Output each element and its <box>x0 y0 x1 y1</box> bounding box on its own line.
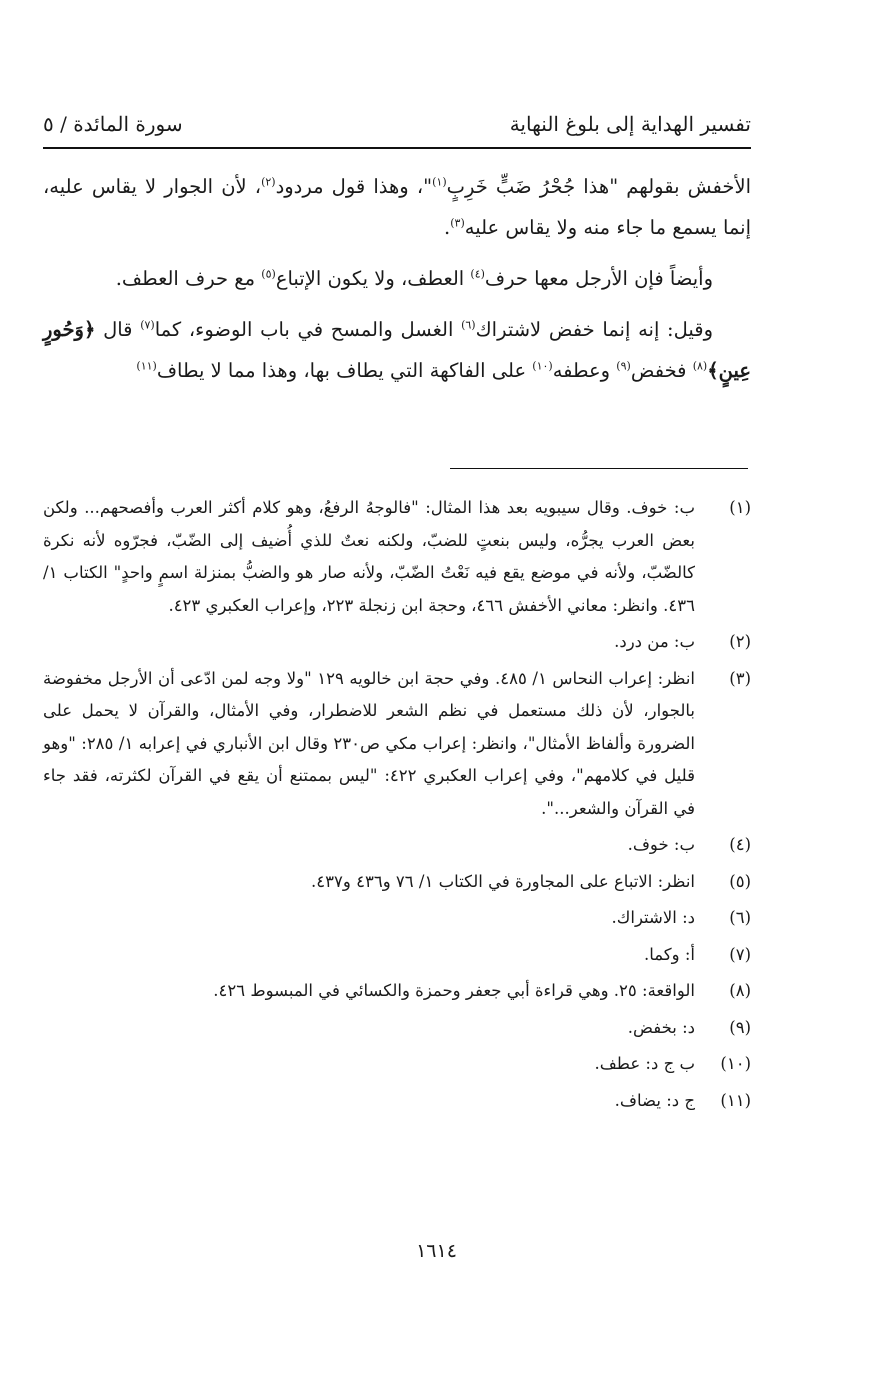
text-run: . <box>444 216 451 239</box>
footnote <box>43 626 751 659</box>
footnote-text: ب ج د: عطف. <box>594 1054 695 1073</box>
footnote <box>43 1085 751 1118</box>
footnote <box>43 663 751 826</box>
text-run: وقيل: إنه إنما خفض لاشتراك <box>475 318 714 341</box>
footnote <box>43 975 751 1008</box>
main-text <box>43 166 751 391</box>
footnote-rule <box>450 468 748 469</box>
text-run: الأخفش بقولهم "هذا جُحْرُ ضَبٍّ خَرِبٍ <box>446 175 751 198</box>
page-header <box>43 112 751 146</box>
footnote-number: (٤) <box>729 835 751 854</box>
footnote-number: (٧) <box>729 944 751 964</box>
footnote-text: ب: خوف. وقال سيبويه بعد هذا المثال: "فالوجهُ الرفعُ، وهو كلام أكثر العرب وأفصحهم... ولكن بعض العرب يجرُّه، وليس بنعتٍ للضبّ، ولكنه نعتٌ للذي أُضيف إلى الضّبّ، فجرّوه لأنه نكرة كالضّبّ، ولأنه في موضع يقع فيه نَعْتُ الضّبّ، ولأنه صار هو والضبُّ بمنزلة اسمٍ واحدٍ" الكتاب ١/ ٤٣٦. وانظر: معاني الأخفش ٤٦٦، وحجة ابن زنجلة ٢٢٣، وإعراب العكبري ٤٢٣. <box>43 498 695 615</box>
footnote-number: (٩) <box>729 1017 751 1037</box>
footnote <box>43 492 751 622</box>
page-number: ١٦١٤ <box>416 1240 457 1262</box>
paragraph-2 <box>43 258 751 299</box>
footnote-ref: (٥) <box>261 267 276 281</box>
text-run: وأيضاً فإن الأرجل معها حرف <box>484 267 713 290</box>
footnote-ref: (٨) <box>692 359 708 373</box>
footnote-text: أ: وكما. <box>643 944 695 964</box>
text-run: وعطفه <box>552 359 617 382</box>
text-run: مع حرف العطف. <box>115 267 262 290</box>
footnote-text: الواقعة: ٢٥. وهي قراءة أبي جعفر وحمزة والكسائي في المبسوط ٤٢٦. <box>213 981 695 1000</box>
footnote-ref: (١٠) <box>532 359 553 373</box>
book-title: تفسير الهداية إلى بلوغ النهاية <box>509 112 751 136</box>
footnote-number: (٦) <box>729 908 751 927</box>
footnote-number: (٥) <box>729 871 751 891</box>
paragraph-1 <box>43 166 751 248</box>
footnote-ref: (٦) <box>461 318 476 332</box>
text-run: الغسل والمسح في باب الوضوء، كما <box>154 318 462 341</box>
footnote-text: ب: من درد. <box>614 632 695 651</box>
text-run: فخفض <box>630 359 693 382</box>
footnote-ref: (٧) <box>140 318 155 332</box>
footnote <box>43 866 751 899</box>
footnote-number: (٢) <box>729 632 751 651</box>
footnote-ref: (٩) <box>616 359 631 373</box>
footnote <box>43 902 751 935</box>
footnote-text: ب: خوف. <box>627 835 695 854</box>
footnote-text: د: الاشتراك. <box>611 908 695 927</box>
footnote <box>43 1012 751 1045</box>
text-run: ، لأن الجوار لا يقاس عليه، إنما يسمع ما جاء منه ولا يقاس عليه <box>43 175 751 239</box>
footnote-ref: (١) <box>432 175 447 189</box>
footnote-text: انظر: إعراب النحاس ١/ ٤٨٥. وفي حجة ابن خالويه ١٢٩ "ولا وجه لمن ادّعى أن الأرجل مخفوضة بالجوار، لأن ذلك مستعمل في نظم الشعر للاضطرار، وفي الأمثال، والقرآن لا يحمل على الضرورة وألفاظ الأمثال"، وانظر: إعراب مكي ص٢٣٠ وقال ابن الأنباري في إعرابه ١/ ٢٨٥: "وهو قليل في كلامهم"، وفي إعراب العكبري ٤٢٢: "ليس بممتنع أن يقع في القرآن لكثرته، فقد جاء في القرآن والشعر...". <box>43 668 696 818</box>
footnote <box>43 829 751 862</box>
footnotes <box>43 492 751 1121</box>
footnote-ref: (٢) <box>261 175 276 189</box>
text-run: على الفاكهة التي يطاف بها، وهذا مما لا يطاف <box>156 359 533 382</box>
paragraph-3 <box>43 309 751 391</box>
footnote-ref: (٣) <box>450 216 465 230</box>
footnote <box>43 939 751 972</box>
text-run: العطف، ولا يكون الإتباع <box>275 267 471 290</box>
footnote-text: ج د: يضاف. <box>614 1090 695 1110</box>
footnote-number: (٨) <box>729 981 751 1000</box>
surah-label: سورة المائدة / ٥ <box>43 112 183 136</box>
quran-quote: ﴿وَحُورٍ عِينٍ﴾ <box>43 318 751 382</box>
footnote-number: (١١) <box>720 1090 751 1110</box>
footnote-number: (٣) <box>729 668 751 688</box>
footnote-number: (١٠) <box>720 1054 751 1073</box>
footnote-ref: (٤) <box>470 267 485 281</box>
header-rule <box>43 147 751 149</box>
text-run: قال <box>95 318 141 341</box>
footnote-text: د: بخفض. <box>627 1017 695 1037</box>
footnote-number: (١) <box>729 498 751 517</box>
text-run: "، وهذا قول مردود <box>275 175 433 198</box>
footnote-text: انظر: الاتباع على المجاورة في الكتاب ١/ ٧٦ و٤٣٦ و٤٣٧. <box>311 871 695 891</box>
footnote-ref: (١١) <box>136 359 157 373</box>
footnote <box>43 1048 751 1081</box>
